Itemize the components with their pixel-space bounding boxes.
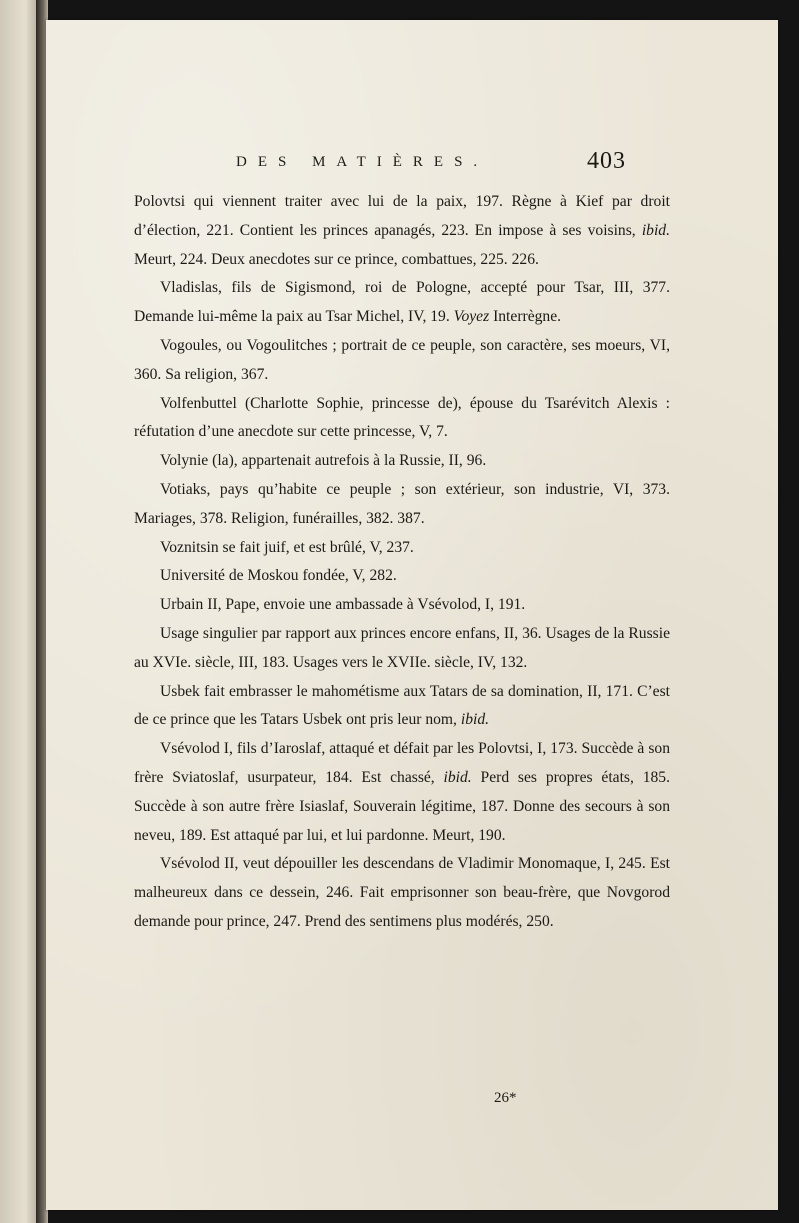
- italic-run: ibid.: [641, 221, 670, 239]
- text-run: Vladislas, fils de Sigismond, roi de Pologne, accepté pour Tsar, III, 377. Demande lui-même la paix au Tsar Michel, IV, 19.: [134, 279, 670, 326]
- signature-mark: 26*: [494, 1090, 517, 1106]
- index-entry: [134, 274, 670, 332]
- index-entry: [134, 188, 670, 274]
- italic-run: ibid.: [460, 711, 490, 729]
- running-head: DES MATIÈRES.: [236, 154, 489, 170]
- italic-run: Voyez: [453, 308, 490, 326]
- text-run: Voznitsin se fait juif, et est brûlé, V, 237.: [160, 538, 414, 556]
- text-run: Votiaks, pays qu’habite ce peuple ; son extérieur, son industrie, VI, 373. Mariages, 378. Religion, funérailles, 382. 387.: [134, 480, 670, 527]
- text-run: Meurt, 224. Deux anecdotes sur ce prince, combattues, 225. 226.: [134, 250, 539, 268]
- text-run: Volynie (la), appartenait autrefois à la Russie, II, 96.: [160, 452, 487, 470]
- index-entry: [134, 850, 670, 936]
- index-entry: [134, 562, 670, 591]
- text-run: Usbek fait embrasser le mahométisme aux Tatars de sa domination, II, 171. C’est de ce prince que les Tatars Usbek ont pris leur nom,: [134, 682, 670, 729]
- page-header: [46, 140, 778, 180]
- text-run: Polovtsi qui viennent traiter avec lui de la paix, 197. Règne à Kief par droit d’élection, 221. Contient les princes apanagés, 223. En impose à ses voisins,: [134, 193, 670, 239]
- text-run: Urbain II, Pape, envoie une ambassade à Vsévolod, I, 191.: [160, 596, 526, 614]
- text-run: Interrègne.: [489, 308, 562, 326]
- index-entry: [134, 447, 670, 476]
- index-entries: [134, 188, 670, 937]
- book-page: [46, 20, 778, 1210]
- text-run: Université de Moskou fondée, V, 282.: [160, 567, 397, 585]
- index-entry: [134, 678, 670, 736]
- text-run: Usage singulier par rapport aux princes encore enfans, II, 36. Usages de la Russie au XVIe. siècle, III, 183. Usages vers le XVIIe. siècle, IV, 132.: [134, 624, 670, 671]
- text-run: Vogoules, ou Vogoulitches ; portrait de ce peuple, son caractère, ses moeurs, VI, 360. Sa religion, 367.: [134, 336, 670, 383]
- index-entry: [134, 476, 670, 534]
- text-run: Vsévolod I, fils d’Iaroslaf, attaqué et défait par les Polovtsi, I, 173. Succède à son frère Sviatoslaf, usurpateur, 184. Est chassé,: [134, 740, 670, 786]
- index-entry: [134, 390, 670, 448]
- index-entry: [134, 332, 670, 390]
- index-entry: [134, 735, 670, 850]
- italic-run: ibid.: [443, 768, 472, 786]
- page-number: 403: [587, 148, 626, 174]
- index-entry: [134, 620, 670, 678]
- index-entry: [134, 534, 670, 563]
- text-run: Perd ses propres états, 185. Succède à son autre frère Isiaslaf, Souverain légitime, 187. Donne des secours à son neveu, 189. Est attaqué par lui, et lui pardonne. Meurt, 190.: [134, 768, 670, 844]
- text-run: Volfenbuttel (Charlotte Sophie, princesse de), épouse du Tsarévitch Alexis : réfutation d’une anecdote sur cette princesse, V, 7.: [134, 394, 670, 441]
- book-spine-left: [0, 0, 36, 1223]
- text-run: Vsévolod II, veut dépouiller les descendans de Vladimir Monomaque, I, 245. Est malheureux dans ce dessein, 246. Fait emprisonner son beau-frère, que Novgorod demande pour prince, 247. Prend des sentimens plus modérés, 250.: [134, 855, 670, 930]
- index-entry: [134, 591, 670, 620]
